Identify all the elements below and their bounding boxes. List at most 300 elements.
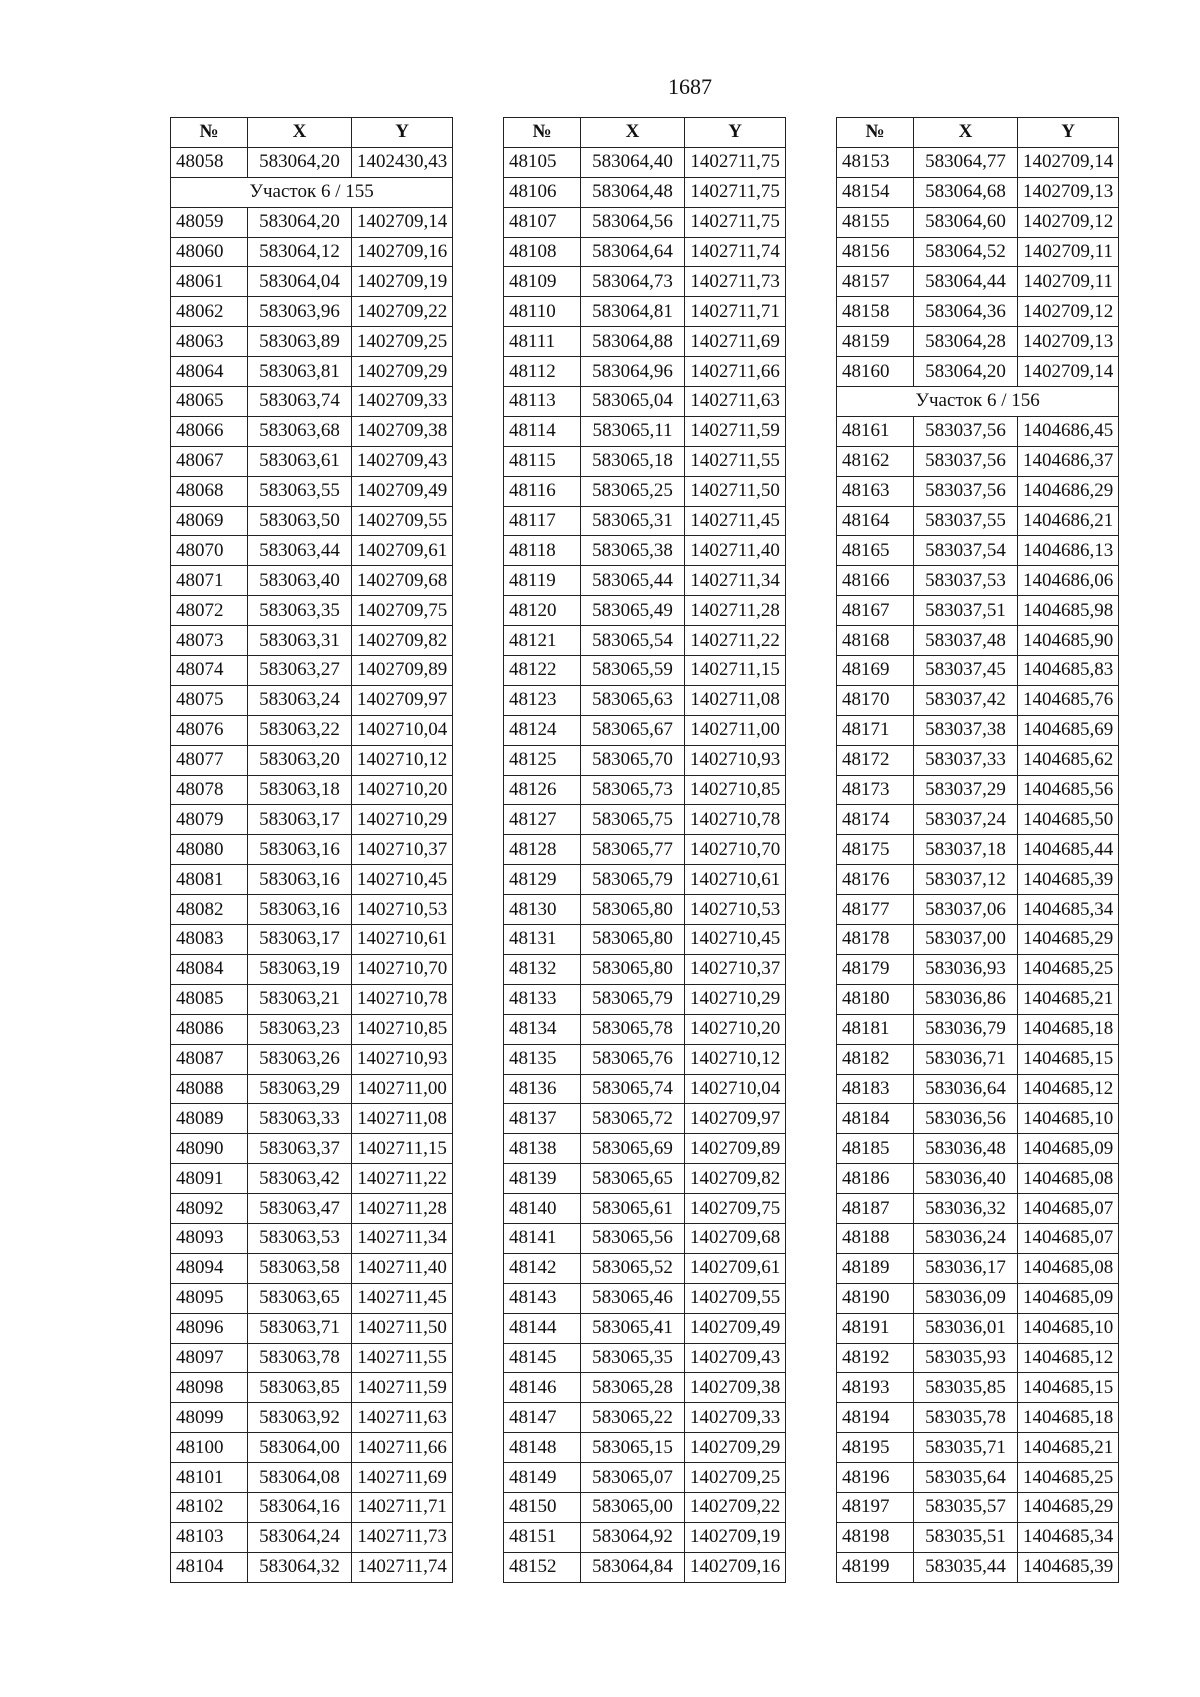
point-number-cell: 48089 (171, 1104, 248, 1134)
y-coordinate-cell: 1402709,68 (685, 1223, 786, 1253)
table-row (837, 656, 1119, 686)
table-row (171, 1283, 453, 1313)
point-number-cell: 48099 (171, 1403, 248, 1433)
x-coordinate-cell: 583065,56 (581, 1223, 685, 1253)
point-number-cell: 48079 (171, 805, 248, 835)
x-coordinate-cell: 583036,56 (914, 1104, 1018, 1134)
x-coordinate-cell: 583063,42 (248, 1164, 352, 1194)
point-number-cell: 48138 (504, 1134, 581, 1164)
x-coordinate-cell: 583063,22 (248, 715, 352, 745)
y-coordinate-cell: 1402710,04 (352, 715, 453, 745)
y-coordinate-cell: 1402709,29 (352, 357, 453, 387)
y-coordinate-cell: 1404685,15 (1018, 1373, 1119, 1403)
point-number-cell: 48185 (837, 1134, 914, 1164)
column-header-y: Y (352, 118, 453, 148)
x-coordinate-cell: 583065,65 (581, 1164, 685, 1194)
table-row (837, 715, 1119, 745)
y-coordinate-cell: 1402711,71 (685, 297, 786, 327)
x-coordinate-cell: 583063,58 (248, 1253, 352, 1283)
y-coordinate-cell: 1402711,55 (352, 1343, 453, 1373)
y-coordinate-cell: 1402711,66 (352, 1433, 453, 1463)
column-header-number: № (171, 118, 248, 148)
y-coordinate-cell: 1404685,83 (1018, 656, 1119, 686)
table-row (504, 596, 786, 626)
point-number-cell: 48164 (837, 506, 914, 536)
y-coordinate-cell: 1402709,97 (685, 1104, 786, 1134)
x-coordinate-cell: 583037,48 (914, 626, 1018, 656)
table-row (837, 805, 1119, 835)
y-coordinate-cell: 1402709,29 (685, 1433, 786, 1463)
y-coordinate-cell: 1404685,07 (1018, 1194, 1119, 1224)
x-coordinate-cell: 583063,61 (248, 446, 352, 476)
y-coordinate-cell: 1404685,39 (1018, 1552, 1119, 1582)
point-number-cell: 48155 (837, 207, 914, 237)
point-number-cell: 48163 (837, 476, 914, 506)
x-coordinate-cell: 583063,71 (248, 1313, 352, 1343)
point-number-cell: 48179 (837, 954, 914, 984)
point-number-cell: 48128 (504, 835, 581, 865)
table-row (171, 1164, 453, 1194)
y-coordinate-cell: 1404685,25 (1018, 1463, 1119, 1493)
table-row (504, 357, 786, 387)
x-coordinate-cell: 583065,74 (581, 1074, 685, 1104)
table-row (504, 1373, 786, 1403)
y-coordinate-cell: 1402711,00 (685, 715, 786, 745)
x-coordinate-cell: 583064,28 (914, 327, 1018, 357)
table-row (171, 1014, 453, 1044)
point-number-cell: 48068 (171, 476, 248, 506)
y-coordinate-cell: 1402711,75 (685, 177, 786, 207)
table-row (171, 1074, 453, 1104)
table-row (171, 327, 453, 357)
column-header-x: X (248, 118, 352, 148)
x-coordinate-cell: 583063,85 (248, 1373, 352, 1403)
table-row (837, 1134, 1119, 1164)
table-row (171, 1313, 453, 1343)
x-coordinate-cell: 583065,00 (581, 1492, 685, 1522)
y-coordinate-cell: 1402710,85 (352, 1014, 453, 1044)
table-row (504, 207, 786, 237)
x-coordinate-cell: 583037,33 (914, 745, 1018, 775)
table-row (171, 1134, 453, 1164)
y-coordinate-cell: 1404685,10 (1018, 1313, 1119, 1343)
table-row (504, 1283, 786, 1313)
table-row (504, 1074, 786, 1104)
x-coordinate-cell: 583037,24 (914, 805, 1018, 835)
table-row (837, 536, 1119, 566)
x-coordinate-cell: 583065,11 (581, 416, 685, 446)
point-number-cell: 48187 (837, 1194, 914, 1224)
point-number-cell: 48136 (504, 1074, 581, 1104)
x-coordinate-cell: 583035,57 (914, 1492, 1018, 1522)
point-number-cell: 48065 (171, 387, 248, 417)
table-row (504, 1104, 786, 1134)
y-coordinate-cell: 1402709,25 (352, 327, 453, 357)
y-coordinate-cell: 1402709,38 (352, 416, 453, 446)
x-coordinate-cell: 583063,47 (248, 1194, 352, 1224)
point-number-cell: 48077 (171, 745, 248, 775)
x-coordinate-cell: 583065,15 (581, 1433, 685, 1463)
x-coordinate-cell: 583065,77 (581, 835, 685, 865)
y-coordinate-cell: 1404685,50 (1018, 805, 1119, 835)
table-row (504, 1164, 786, 1194)
table-row (171, 1044, 453, 1074)
column-header-x: X (914, 118, 1018, 148)
point-number-cell: 48095 (171, 1283, 248, 1313)
table-row (171, 835, 453, 865)
point-number-cell: 48083 (171, 925, 248, 955)
y-coordinate-cell: 1402709,33 (685, 1403, 786, 1433)
table-row (504, 177, 786, 207)
x-coordinate-cell: 583063,40 (248, 566, 352, 596)
table-row (504, 1194, 786, 1224)
y-coordinate-cell: 1402711,63 (352, 1403, 453, 1433)
y-coordinate-cell: 1402709,75 (352, 596, 453, 626)
y-coordinate-cell: 1402430,43 (352, 147, 453, 177)
point-number-cell: 48143 (504, 1283, 581, 1313)
point-number-cell: 48117 (504, 506, 581, 536)
point-number-cell: 48191 (837, 1313, 914, 1343)
table-row (171, 954, 453, 984)
y-coordinate-cell: 1404686,37 (1018, 446, 1119, 476)
y-coordinate-cell: 1404685,15 (1018, 1044, 1119, 1074)
table-row (837, 954, 1119, 984)
x-coordinate-cell: 583065,70 (581, 745, 685, 775)
x-coordinate-cell: 583063,37 (248, 1134, 352, 1164)
point-number-cell: 48148 (504, 1433, 581, 1463)
x-coordinate-cell: 583065,18 (581, 446, 685, 476)
table-row (171, 1223, 453, 1253)
y-coordinate-cell: 1404685,12 (1018, 1074, 1119, 1104)
coordinates-table-3 (836, 117, 1119, 1583)
x-coordinate-cell: 583065,59 (581, 656, 685, 686)
point-number-cell: 48194 (837, 1403, 914, 1433)
point-number-cell: 48059 (171, 207, 248, 237)
point-number-cell: 48063 (171, 327, 248, 357)
table-row (837, 1074, 1119, 1104)
y-coordinate-cell: 1402709,16 (352, 237, 453, 267)
x-coordinate-cell: 583065,54 (581, 626, 685, 656)
point-number-cell: 48122 (504, 656, 581, 686)
point-number-cell: 48113 (504, 387, 581, 417)
table-row (171, 805, 453, 835)
point-number-cell: 48081 (171, 865, 248, 895)
point-number-cell: 48165 (837, 536, 914, 566)
table-row (504, 656, 786, 686)
x-coordinate-cell: 583065,73 (581, 775, 685, 805)
point-number-cell: 48100 (171, 1433, 248, 1463)
y-coordinate-cell: 1404685,07 (1018, 1223, 1119, 1253)
table-row (171, 1403, 453, 1433)
y-coordinate-cell: 1402710,29 (685, 984, 786, 1014)
x-coordinate-cell: 583037,29 (914, 775, 1018, 805)
table-row (837, 1403, 1119, 1433)
table-row (171, 895, 453, 925)
table-row (504, 327, 786, 357)
point-number-cell: 48115 (504, 446, 581, 476)
x-coordinate-cell: 583036,24 (914, 1223, 1018, 1253)
point-number-cell: 48152 (504, 1552, 581, 1582)
x-coordinate-cell: 583037,53 (914, 566, 1018, 596)
x-coordinate-cell: 583065,80 (581, 925, 685, 955)
y-coordinate-cell: 1404685,29 (1018, 1492, 1119, 1522)
y-coordinate-cell: 1402709,75 (685, 1194, 786, 1224)
y-coordinate-cell: 1404685,25 (1018, 954, 1119, 984)
y-coordinate-cell: 1402711,45 (685, 506, 786, 536)
point-number-cell: 48090 (171, 1134, 248, 1164)
y-coordinate-cell: 1404686,45 (1018, 416, 1119, 446)
table-row (837, 626, 1119, 656)
y-coordinate-cell: 1402710,93 (352, 1044, 453, 1074)
table-row (837, 1283, 1119, 1313)
table-row (504, 1223, 786, 1253)
point-number-cell: 48193 (837, 1373, 914, 1403)
table-row (504, 954, 786, 984)
point-number-cell: 48189 (837, 1253, 914, 1283)
point-number-cell: 48076 (171, 715, 248, 745)
y-coordinate-cell: 1402711,40 (685, 536, 786, 566)
y-coordinate-cell: 1402709,82 (685, 1164, 786, 1194)
table-row (504, 1044, 786, 1074)
point-number-cell: 48159 (837, 327, 914, 357)
point-number-cell: 48190 (837, 1283, 914, 1313)
y-coordinate-cell: 1402709,97 (352, 685, 453, 715)
point-number-cell: 48140 (504, 1194, 581, 1224)
table-row (837, 1044, 1119, 1074)
x-coordinate-cell: 583063,81 (248, 357, 352, 387)
point-number-cell: 48104 (171, 1552, 248, 1582)
table-row (504, 147, 786, 177)
x-coordinate-cell: 583036,93 (914, 954, 1018, 984)
table-row (837, 1014, 1119, 1044)
y-coordinate-cell: 1404685,98 (1018, 596, 1119, 626)
point-number-cell: 48192 (837, 1343, 914, 1373)
y-coordinate-cell: 1404685,29 (1018, 925, 1119, 955)
y-coordinate-cell: 1402711,15 (685, 656, 786, 686)
x-coordinate-cell: 583063,23 (248, 1014, 352, 1044)
x-coordinate-cell: 583065,78 (581, 1014, 685, 1044)
x-coordinate-cell: 583064,56 (581, 207, 685, 237)
table-row (171, 685, 453, 715)
table-row (837, 416, 1119, 446)
x-coordinate-cell: 583065,76 (581, 1044, 685, 1074)
x-coordinate-cell: 583064,48 (581, 177, 685, 207)
y-coordinate-cell: 1402710,12 (352, 745, 453, 775)
y-coordinate-cell: 1402710,53 (685, 895, 786, 925)
x-coordinate-cell: 583064,36 (914, 297, 1018, 327)
x-coordinate-cell: 583064,20 (248, 147, 352, 177)
x-coordinate-cell: 583063,17 (248, 925, 352, 955)
x-coordinate-cell: 583036,86 (914, 984, 1018, 1014)
point-number-cell: 48067 (171, 446, 248, 476)
table-row (837, 1253, 1119, 1283)
y-coordinate-cell: 1402711,66 (685, 357, 786, 387)
point-number-cell: 48064 (171, 357, 248, 387)
x-coordinate-cell: 583063,44 (248, 536, 352, 566)
column-header-number: № (504, 118, 581, 148)
point-number-cell: 48086 (171, 1014, 248, 1044)
x-coordinate-cell: 583065,22 (581, 1403, 685, 1433)
point-number-cell: 48133 (504, 984, 581, 1014)
y-coordinate-cell: 1404685,08 (1018, 1164, 1119, 1194)
table-row (171, 147, 453, 177)
y-coordinate-cell: 1402711,59 (685, 416, 786, 446)
x-coordinate-cell: 583063,53 (248, 1223, 352, 1253)
x-coordinate-cell: 583064,84 (581, 1552, 685, 1582)
x-coordinate-cell: 583064,92 (581, 1522, 685, 1552)
point-number-cell: 48094 (171, 1253, 248, 1283)
x-coordinate-cell: 583064,77 (914, 147, 1018, 177)
point-number-cell: 48134 (504, 1014, 581, 1044)
y-coordinate-cell: 1402709,61 (352, 536, 453, 566)
point-number-cell: 48188 (837, 1223, 914, 1253)
table-row (504, 1403, 786, 1433)
point-number-cell: 48149 (504, 1463, 581, 1493)
x-coordinate-cell: 583036,01 (914, 1313, 1018, 1343)
y-coordinate-cell: 1402710,20 (685, 1014, 786, 1044)
table-row (837, 1194, 1119, 1224)
x-coordinate-cell: 583064,73 (581, 267, 685, 297)
point-number-cell: 48109 (504, 267, 581, 297)
x-coordinate-cell: 583063,21 (248, 984, 352, 1014)
table-row (837, 865, 1119, 895)
table-row (171, 446, 453, 476)
point-number-cell: 48157 (837, 267, 914, 297)
point-number-cell: 48195 (837, 1433, 914, 1463)
y-coordinate-cell: 1402710,12 (685, 1044, 786, 1074)
table-row (171, 506, 453, 536)
y-coordinate-cell: 1404685,10 (1018, 1104, 1119, 1134)
y-coordinate-cell: 1402711,69 (685, 327, 786, 357)
point-number-cell: 48153 (837, 147, 914, 177)
y-coordinate-cell: 1402709,19 (685, 1522, 786, 1552)
table-row (171, 984, 453, 1014)
y-coordinate-cell: 1402711,22 (685, 626, 786, 656)
y-coordinate-cell: 1404685,18 (1018, 1403, 1119, 1433)
table-row (504, 1014, 786, 1044)
table-row (171, 297, 453, 327)
y-coordinate-cell: 1402710,45 (352, 865, 453, 895)
table-row (837, 267, 1119, 297)
point-number-cell: 48124 (504, 715, 581, 745)
point-number-cell: 48180 (837, 984, 914, 1014)
table-row (171, 1552, 453, 1582)
y-coordinate-cell: 1402709,61 (685, 1253, 786, 1283)
point-number-cell: 48058 (171, 147, 248, 177)
y-coordinate-cell: 1402709,38 (685, 1373, 786, 1403)
x-coordinate-cell: 583063,68 (248, 416, 352, 446)
table-row (504, 536, 786, 566)
point-number-cell: 48147 (504, 1403, 581, 1433)
point-number-cell: 48114 (504, 416, 581, 446)
x-coordinate-cell: 583037,56 (914, 446, 1018, 476)
table-row (837, 1223, 1119, 1253)
x-coordinate-cell: 583037,56 (914, 476, 1018, 506)
table-row (504, 446, 786, 476)
y-coordinate-cell: 1402710,85 (685, 775, 786, 805)
x-coordinate-cell: 583064,60 (914, 207, 1018, 237)
x-coordinate-cell: 583063,78 (248, 1343, 352, 1373)
x-coordinate-cell: 583065,75 (581, 805, 685, 835)
table-row (837, 207, 1119, 237)
column-header-number: № (837, 118, 914, 148)
point-number-cell: 48196 (837, 1463, 914, 1493)
point-number-cell: 48129 (504, 865, 581, 895)
point-number-cell: 48156 (837, 237, 914, 267)
y-coordinate-cell: 1402709,89 (685, 1134, 786, 1164)
point-number-cell: 48150 (504, 1492, 581, 1522)
point-number-cell: 48074 (171, 656, 248, 686)
x-coordinate-cell: 583036,48 (914, 1134, 1018, 1164)
y-coordinate-cell: 1402711,00 (352, 1074, 453, 1104)
x-coordinate-cell: 583035,51 (914, 1522, 1018, 1552)
point-number-cell: 48108 (504, 237, 581, 267)
y-coordinate-cell: 1404685,18 (1018, 1014, 1119, 1044)
y-coordinate-cell: 1402709,22 (352, 297, 453, 327)
table-row (504, 387, 786, 417)
x-coordinate-cell: 583063,92 (248, 1403, 352, 1433)
point-number-cell: 48096 (171, 1313, 248, 1343)
x-coordinate-cell: 583065,61 (581, 1194, 685, 1224)
x-coordinate-cell: 583064,81 (581, 297, 685, 327)
point-number-cell: 48169 (837, 656, 914, 686)
coordinates-table-1 (170, 117, 453, 1583)
y-coordinate-cell: 1402711,75 (685, 207, 786, 237)
x-coordinate-cell: 583065,69 (581, 1134, 685, 1164)
point-number-cell: 48126 (504, 775, 581, 805)
y-coordinate-cell: 1404685,62 (1018, 745, 1119, 775)
point-number-cell: 48178 (837, 925, 914, 955)
y-coordinate-cell: 1402709,25 (685, 1463, 786, 1493)
point-number-cell: 48110 (504, 297, 581, 327)
y-coordinate-cell: 1402710,45 (685, 925, 786, 955)
x-coordinate-cell: 583064,52 (914, 237, 1018, 267)
y-coordinate-cell: 1402709,49 (685, 1313, 786, 1343)
point-number-cell: 48167 (837, 596, 914, 626)
point-number-cell: 48088 (171, 1074, 248, 1104)
table-row (837, 1433, 1119, 1463)
y-coordinate-cell: 1404685,56 (1018, 775, 1119, 805)
x-coordinate-cell: 583035,64 (914, 1463, 1018, 1493)
table-row (837, 1492, 1119, 1522)
table-row (504, 1313, 786, 1343)
x-coordinate-cell: 583035,44 (914, 1552, 1018, 1582)
x-coordinate-cell: 583063,19 (248, 954, 352, 984)
table-row (837, 835, 1119, 865)
x-coordinate-cell: 583037,45 (914, 656, 1018, 686)
table-row (504, 745, 786, 775)
x-coordinate-cell: 583063,89 (248, 327, 352, 357)
table-row (171, 566, 453, 596)
table-row (837, 147, 1119, 177)
table-row (504, 1433, 786, 1463)
point-number-cell: 48070 (171, 536, 248, 566)
y-coordinate-cell: 1402710,78 (352, 984, 453, 1014)
table-row (171, 865, 453, 895)
point-number-cell: 48071 (171, 566, 248, 596)
point-number-cell: 48172 (837, 745, 914, 775)
table-row (837, 1164, 1119, 1194)
table-row (837, 1463, 1119, 1493)
table-row (837, 1343, 1119, 1373)
x-coordinate-cell: 583035,78 (914, 1403, 1018, 1433)
table-row (837, 895, 1119, 925)
table-row (171, 387, 453, 417)
x-coordinate-cell: 583063,17 (248, 805, 352, 835)
y-coordinate-cell: 1402711,34 (685, 566, 786, 596)
point-number-cell: 48107 (504, 207, 581, 237)
point-number-cell: 48181 (837, 1014, 914, 1044)
